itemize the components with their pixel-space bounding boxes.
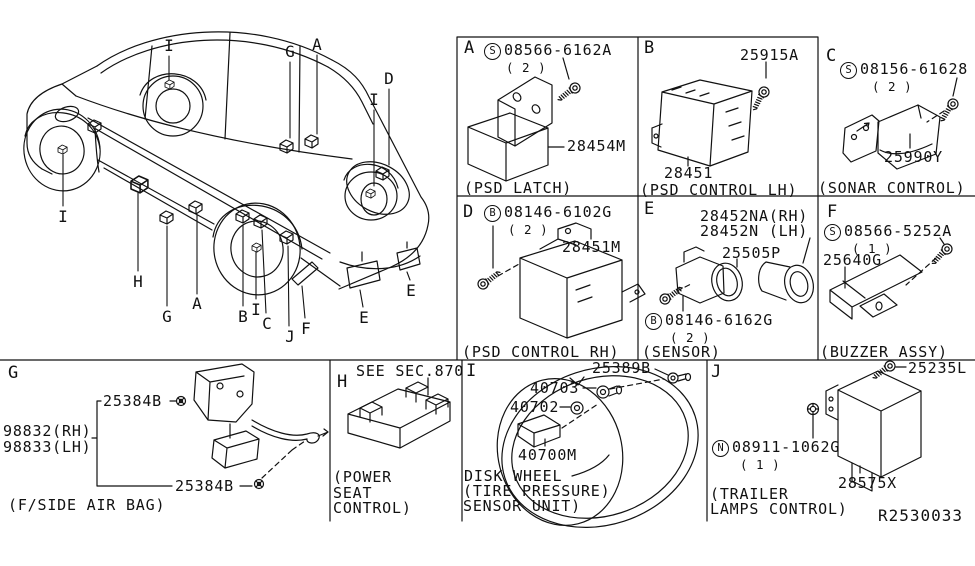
fastener-code: 08146-6102G [504,203,613,221]
callout-c: C [262,314,272,333]
callout-a-top: A [312,35,322,54]
far-front-wheel [143,76,203,136]
section-i-grommet: 40702 [510,398,560,416]
buzzer-bar [292,262,318,285]
section-g-bolt-bottom: 25384B [175,477,234,495]
section-d-caption: (PSD CONTROL RH) [462,343,620,361]
section-e-fastener [645,313,773,330]
section-d-fastener [484,205,612,222]
section-h-caption-1: (POWER [333,468,392,486]
b-symbol: B [484,205,501,222]
callout-d: D [384,69,394,88]
fastener-code: 08156-61628 [860,60,969,78]
section-i-sensor: 40700M [518,446,577,464]
section-e-grommet: 25505P [722,244,781,262]
section-a-fastener [484,43,612,60]
section-b-caption: (PSD CONTROL LH) [640,181,798,199]
section-h-note: SEE SEC.870 [356,362,465,380]
section-b-letter: B [644,38,655,58]
section-c-caption: (SONAR CONTROL) [818,179,966,197]
callout-b: B [238,307,248,326]
callout-f: F [301,319,311,338]
section-c-part: 25990Y [884,148,943,166]
section-g-illustration [92,364,328,489]
callout-g-bottom: G [162,307,172,326]
section-j-screw: 25235L [908,359,967,377]
section-g-caption: (F/SIDE AIR BAG) [8,496,166,514]
b-symbol: B [645,313,662,330]
section-f-letter: F [827,202,838,222]
section-d-qty: ( 2 ) [508,222,549,237]
callout-i-front: I [58,207,68,226]
section-g-letter: G [8,363,19,383]
section-i-valve: 25389B [592,359,651,377]
section-f-qty: ( 1 ) [852,241,893,256]
section-a-caption: (PSD LATCH) [464,179,573,197]
section-f-caption: (BUZZER ASSY) [820,343,948,361]
section-f-fastener [824,224,952,241]
section-g-bolt-top: 25384B [103,392,162,410]
section-g-part-rh: 98832(RH) [3,422,92,440]
section-h-caption-3: CONTROL) [333,499,412,517]
s-symbol: S [484,43,501,60]
section-j-part: 28575X [838,474,897,492]
section-h-illustration [348,378,450,448]
section-j-caption-2: LAMPS CONTROL) [710,500,848,518]
section-b-part: 28451 [664,164,714,182]
callout-i-rear-top: I [369,90,379,109]
section-j-qty: ( 1 ) [740,457,781,472]
callout-e2: E [406,281,416,300]
fastener-code: 08566-5252A [844,222,953,240]
callout-g-top: G [285,42,295,61]
callout-i-rear: I [251,300,261,319]
callout-i-top: I [164,36,174,55]
section-f-part: 25640G [823,251,882,269]
section-j-caption-1: (TRAILER [710,485,789,503]
section-d-part: 28451M [562,238,621,256]
section-e-letter: E [644,199,655,219]
front-wheel [16,102,107,198]
screw-icon [928,242,954,266]
bolt-icon [177,397,186,406]
section-i-caption-1: DISK WHEEL [464,467,563,485]
callout-j: J [285,327,295,346]
fastener-code: 08566-6162A [504,41,613,59]
nut-icon [808,404,819,415]
section-j-illustration [808,359,922,491]
n-symbol: N [712,440,729,457]
section-j-letter: J [711,362,722,382]
section-a-letter: A [464,38,475,58]
screw-icon [476,269,503,290]
section-h-caption-2: SEAT [333,484,373,502]
section-i-caption-2: (TIRE PRESSURE) [463,482,611,500]
diagram-reference-number: R2530033 [878,506,964,525]
section-j-fastener [712,440,840,457]
car-drawing [16,32,428,303]
fastener-code: 08146-6162G [665,311,774,329]
section-h-letter: H [337,372,348,392]
s-symbol: S [824,224,841,241]
section-g-part-lh: 98833(LH) [3,438,92,456]
fastener-code: 08911-1062G [732,438,841,456]
section-b-illustration [652,62,771,166]
section-i-letter: I [466,361,477,381]
section-i-nut: 40703 [530,379,580,397]
section-e-qty: ( 2 ) [670,330,711,345]
s-symbol: S [840,62,857,79]
section-b-bolt: 25915A [740,46,799,64]
screw-icon [658,285,685,306]
section-e-caption: (SENSOR) [642,343,721,361]
bolt-icon [255,480,264,489]
callout-e1: E [359,308,369,327]
section-e-part-rh: 28452NA(RH) [700,207,809,225]
section-d-letter: D [463,202,474,222]
section-i-caption-3: SENSOR UNIT) [463,497,581,515]
section-c-letter: C [826,46,837,66]
section-a-qty: ( 2 ) [506,60,547,75]
section-e-part-lh: 28452N (LH) [700,222,809,240]
section-c-fastener [840,62,968,79]
section-a-illustration [468,58,582,181]
screw-icon [555,81,582,102]
callout-h: H [133,272,143,291]
section-c-qty: ( 2 ) [872,79,913,94]
callout-a-bottom: A [192,294,202,313]
section-a-part: 28454M [567,137,626,155]
